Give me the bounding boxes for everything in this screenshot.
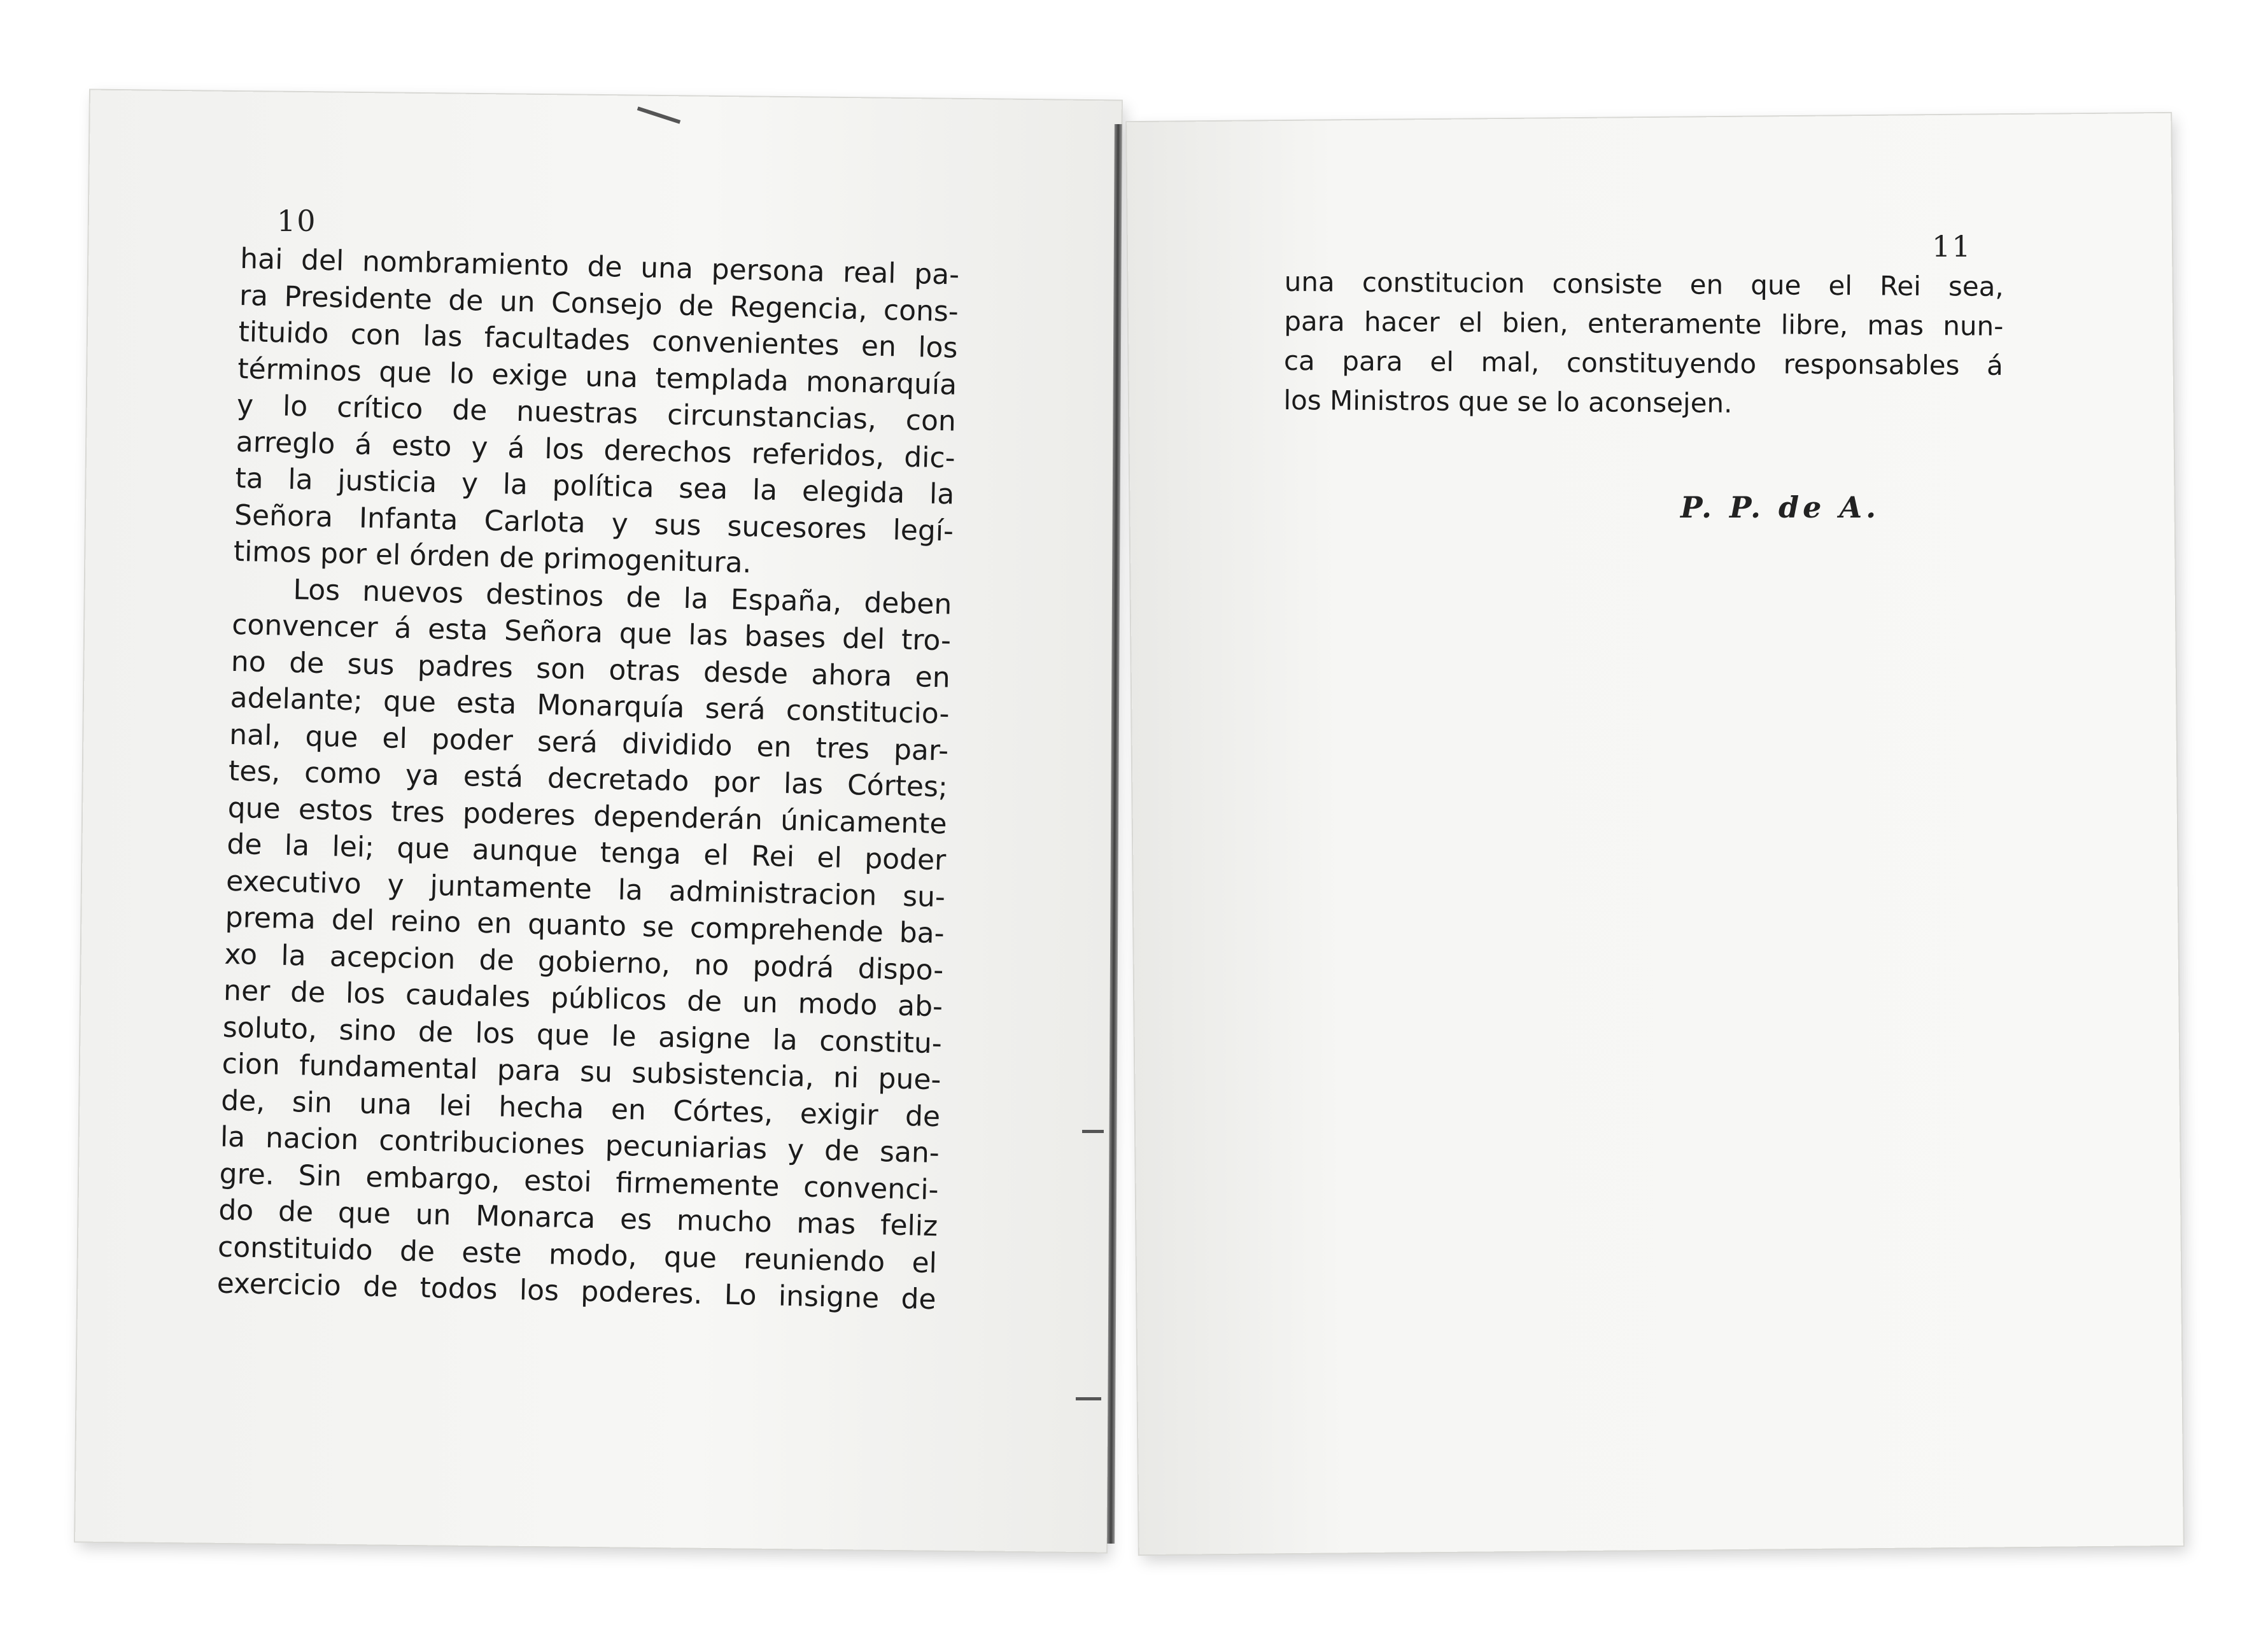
- text-line: de, sin una lei hecha en Córtes, exigir de: [220, 1084, 941, 1133]
- text-line: gre. Sin embargo, estoi firmemente convenci-: [219, 1157, 940, 1206]
- left-page-text: [216, 241, 960, 1318]
- text-line: tituido con las facultades convenientes en los: [238, 315, 959, 365]
- text-line: ca para el mal, constituyendo responsables á: [1283, 344, 2004, 381]
- text-line: Los nuevos destinos de la España, deben: [293, 573, 952, 621]
- left-page-number: 10: [277, 204, 317, 238]
- text-line: timos por el órden de primogenitura.: [233, 535, 752, 580]
- text-line: de la lei; que aunque tenga el Rei el poder: [226, 828, 947, 877]
- text-line: adelante; que esta Monarquía será constitucio-: [230, 681, 950, 731]
- text-line: hai del nombramiento de una persona real pa-: [239, 242, 960, 292]
- text-line: no de sus padres son otras desde ahora en: [230, 645, 951, 694]
- text-line: constituido de este modo, que reuniendo el: [217, 1230, 938, 1279]
- text-line: xo la acepcion de gobierno, no podrá dispo-: [223, 938, 944, 987]
- text-line: términos que lo exige una templada monarquía: [237, 352, 957, 402]
- text-line: la nacion contribuciones pecuniarias y de san-: [220, 1120, 940, 1170]
- right-page-text: [1283, 262, 2004, 425]
- text-line: ra Presidente de un Consejo de Regencia, cons-: [239, 279, 959, 328]
- text-line: prema del reino en quanto se comprehende ba-: [225, 901, 945, 950]
- text-line: ta la justicia y la política sea la elegida la: [234, 461, 955, 511]
- text-line: executivo y juntamente la administracion su-: [225, 864, 946, 913]
- text-line: nal, que el poder será dividido en tres par-: [229, 718, 949, 767]
- text-line: los Ministros que se lo aconsejen.: [1283, 384, 1733, 419]
- text-line: convencer á esta Señora que las bases del tro-: [231, 608, 952, 658]
- text-line: soluto, sino de los que le asigne la constitu-: [222, 1011, 943, 1060]
- text-line: tes, como ya está decretado por las Córtes;: [228, 754, 948, 804]
- text-line: y lo crítico de nuestras circunstancias, con: [236, 388, 957, 438]
- text-line: Señora Infanta Carlota y sus sucesores legí-: [234, 498, 954, 548]
- text-line: ner de los caudales públicos de un modo ab-: [223, 974, 943, 1024]
- text-line: cion fundamental para su subsistencia, ni pue-: [222, 1047, 941, 1097]
- text-line: que estos tres poderes dependerán únicamente: [227, 791, 948, 840]
- text-line: do de que un Monarca es mucho mas feliz: [218, 1194, 938, 1243]
- text-line: para hacer el bien, enteramente libre, mas nun-: [1284, 305, 2004, 342]
- page-edge-mark: [1082, 1130, 1104, 1133]
- page-edge-mark: [1076, 1397, 1101, 1400]
- text-line: exercicio de todos los poderes. Lo insigne de: [216, 1267, 937, 1316]
- signature-initials: P. P. de A.: [1680, 490, 1880, 525]
- text-line: una constitucion consiste en que el Rei sea,: [1284, 265, 2004, 302]
- text-line: arreglo á esto y á los derechos referidos, dic-: [236, 425, 956, 475]
- right-page-number: 11: [1932, 229, 1972, 264]
